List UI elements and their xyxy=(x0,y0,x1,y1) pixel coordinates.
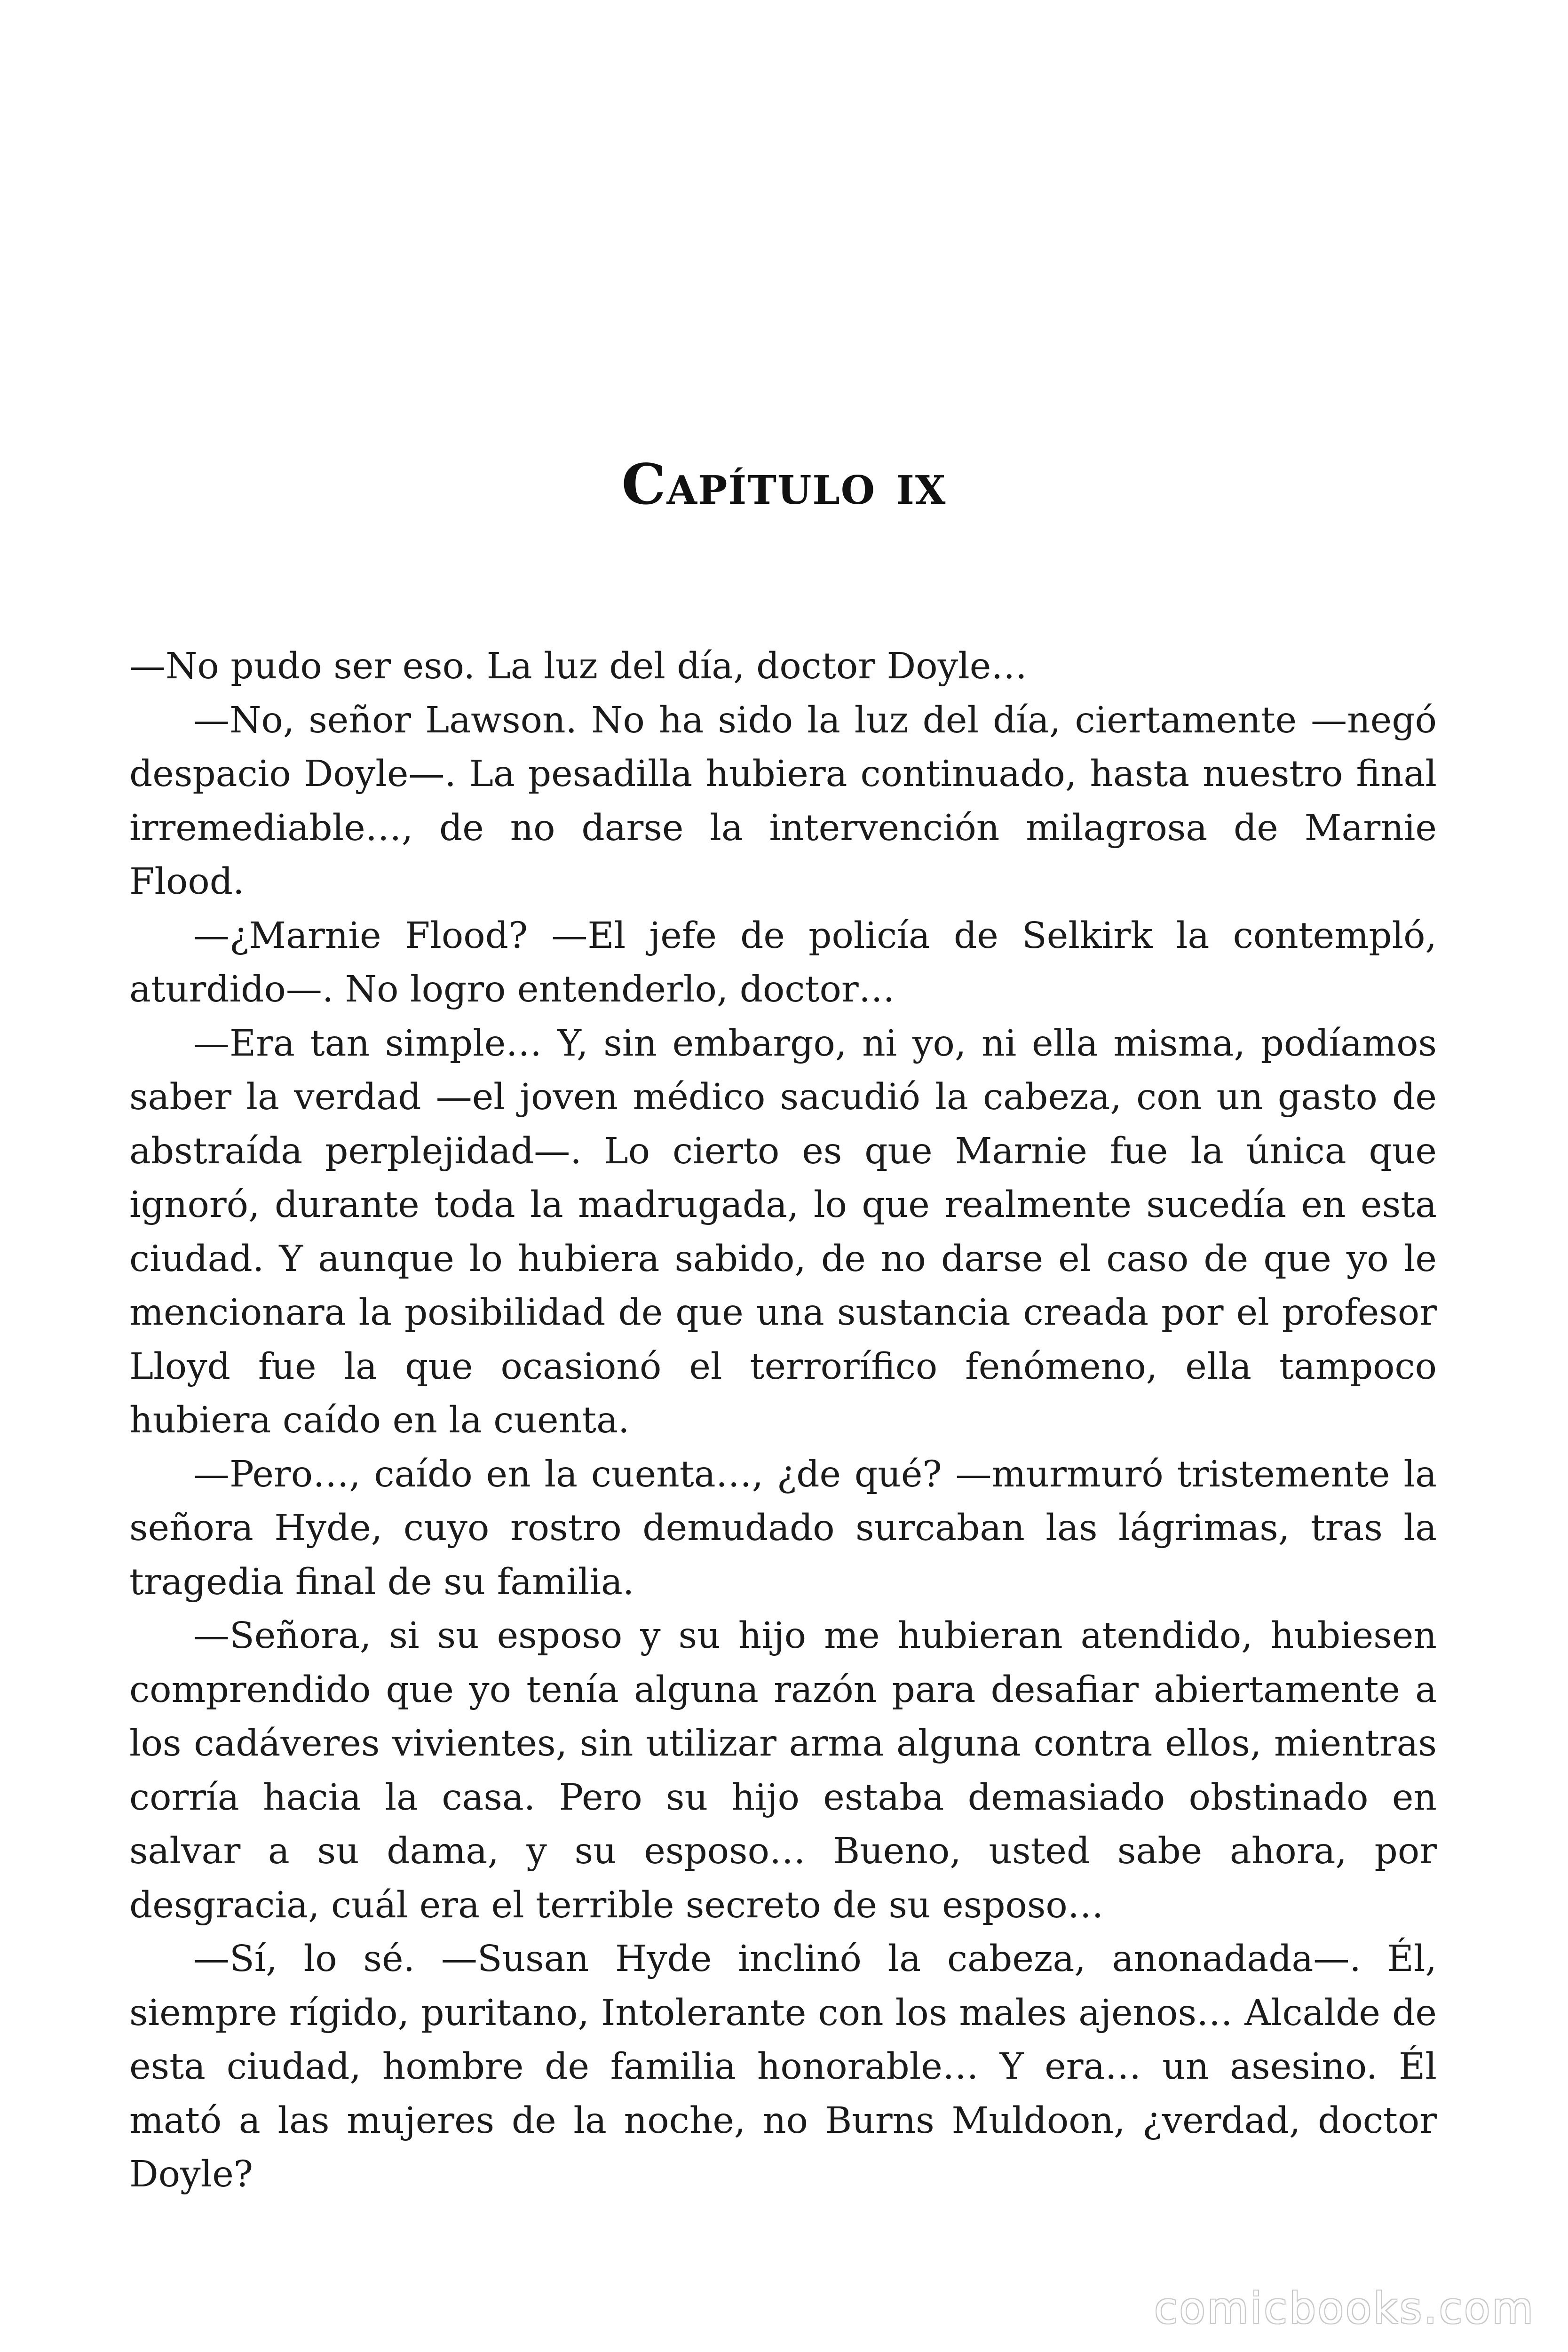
paragraph: —Señora, si su esposo y su hijo me hubieran atendido, hubiesen comprendido que yo tenía alguna razón para desafiar abiertamente a los cadáveres vivientes, sin utilizar arma alguna contra ellos, mientras corría hacia la casa. Pero su hijo estaba demasiado obstinado en salvar a su dama, y su esposo… Bueno, usted sabe ahora, por desgracia, cuál era el terrible secreto de su esposo… xyxy=(129,1615,1437,1926)
paragraph: —Era tan simple… Y, sin embargo, ni yo, ni ella misma, podíamos saber la verdad —el joven médico sacudió la cabeza, con un gasto de abstraída perplejidad—. Lo cierto es que Marnie fue la única que ignoró, durante toda la madrugada, lo que realmente sucedía en esta ciudad. Y aunque lo hubiera sabido, de no darse el caso de que yo le mencionara la posibilidad de que una sustancia creada por el profesor Lloyd fue la que ocasionó el terrorífico fenómeno, ella tampoco hubiera caído en la cuenta. xyxy=(129,1022,1437,1441)
paragraph: —¿Marnie Flood? —El jefe de policía de Selkirk la contempló, aturdido—. No logro entenderlo, doctor… xyxy=(129,914,1437,1010)
paragraph: —Pero…, caído en la cuenta…, ¿de qué? —murmuró tristemente la señora Hyde, cuyo rostro demudado surcaban las lágrimas, tras la tragedia final de su familia. xyxy=(129,1453,1437,1603)
chapter-body xyxy=(129,640,1437,2202)
paragraph: —Sí, lo sé. —Susan Hyde inclinó la cabeza, anonadada—. Él, siempre rígido, puritano, Intolerante con los males ajenos… Alcalde de esta ciudad, hombre de familia honorable… Y era… un asesino. Él mató a las mujeres de la noche, no Burns Muldoon, ¿verdad, doctor Doyle? xyxy=(129,1938,1437,2195)
chapter-title: Capítulo ix xyxy=(621,452,947,517)
paragraph: —No pudo ser eso. La luz del día, doctor Doyle… xyxy=(129,645,1028,687)
watermark: comicbooks.com xyxy=(1154,2284,1535,2333)
paragraph: —No, señor Lawson. No ha sido la luz del día, ciertamente —negó despacio Doyle—. La pesadilla hubiera continuado, hasta nuestro final irremediable…, de no darse la intervención milagrosa de Marnie Flood. xyxy=(129,699,1437,903)
